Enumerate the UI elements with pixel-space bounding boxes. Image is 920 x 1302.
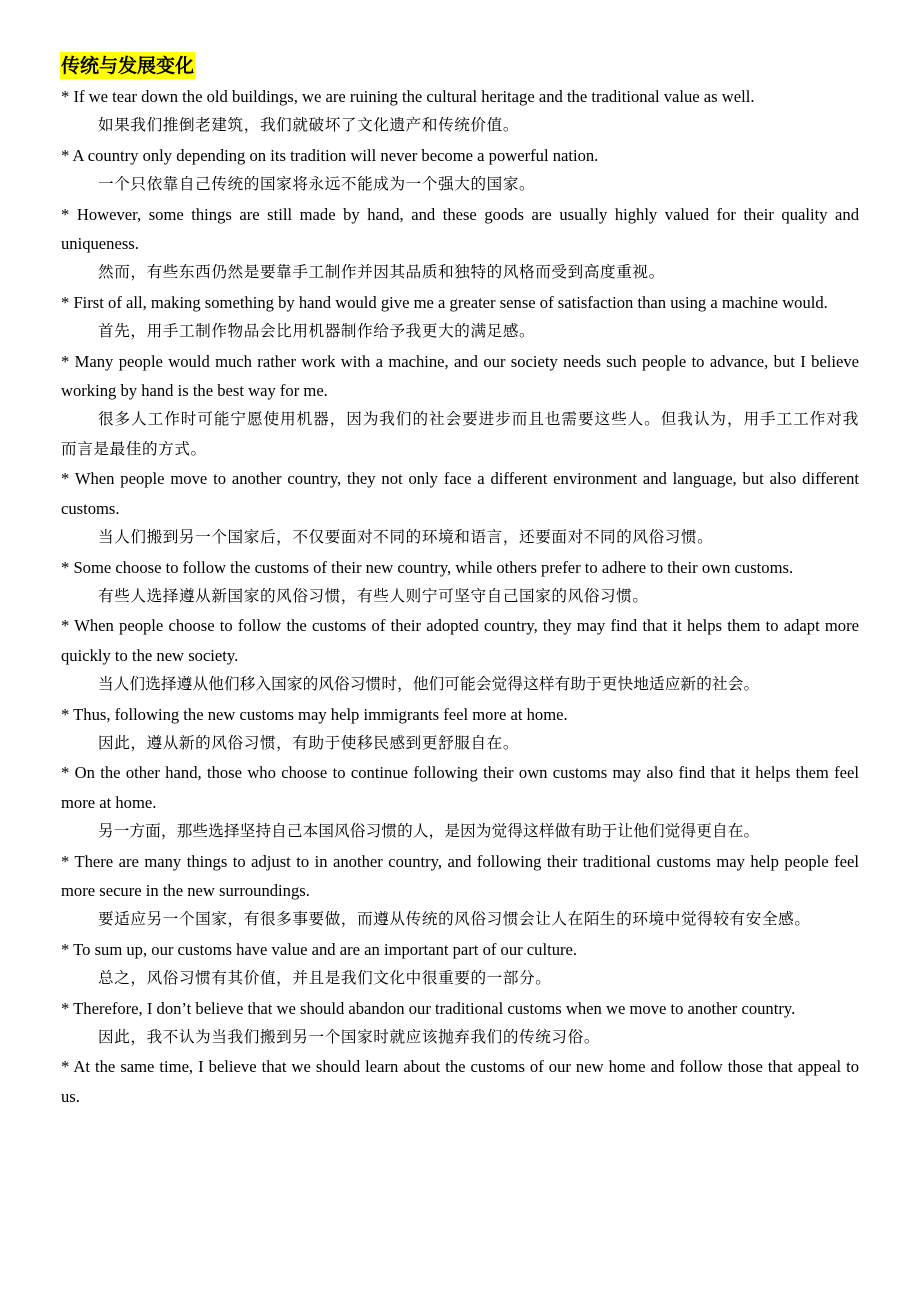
english-sentence: * First of all, making something by hand would give me a greater sense of satisfaction than using a machine would. [61,292,828,312]
chinese-translation: 要适应另一个国家，有很多事要做，而遵从传统的风俗习惯会让人在陌生的环境中觉得较有安全感。 [98,910,811,929]
chinese-translation: 如果我们推倒老建筑，我们就破坏了文化遗产和传统价值。 [98,116,520,135]
english-sentence: * At the same time, I believe that we should learn about the customs of our new home and follow those that appeal to us. [61,1057,859,1106]
english-sentence: * Therefore, I don’t believe that we should abandon our traditional customs when we move to another country. [61,998,796,1018]
english-sentence: * Many people would much rather work with a machine, and our society needs such people to advance, but I believe working by hand is the best way for me. [61,351,859,401]
english-sentence: * When people choose to follow the customs of their adopted country, they may find that it helps them to adapt more quickly to the new society. [61,616,859,665]
english-sentence: * Some choose to follow the customs of their new country, while others prefer to adhere to their own customs. [61,557,794,577]
english-sentence: * If we tear down the old buildings, we are ruining the cultural heritage and the traditional value as well. [61,87,755,106]
chinese-translation: 一个只依靠自己传统的国家将永远不能成为一个强大的国家。 [98,175,536,194]
chinese-translation: 因此，我不认为当我们搬到另一个国家时就应该抛弃我们的传统习俗。 [98,1028,601,1046]
english-sentence: * When people move to another country, they not only face a different environment and language, but also different customs. [61,469,859,518]
chinese-translation: 然而，有些东西仍然是要靠手工制作并因其品质和独特的风格而受到高度重视。 [98,263,665,282]
chinese-translation: 总之，风俗习惯有其价值，并且是我们文化中很重要的一部分。 [98,969,552,988]
english-sentence: * To sum up, our customs have value and are an important part of our culture. [61,939,578,959]
english-sentence: * A country only depending on its tradition will never become a powerful nation. [61,145,599,165]
english-sentence: * However, some things are still made by hand, and these goods are usually highly valued for their quality and uniqueness. [61,204,859,254]
section-heading: 传统与发展变化 [60,52,195,79]
chinese-translation: 因此，遵从新的风俗习惯，有助于使移民感到更舒服自在。 [98,733,520,752]
english-sentence: * Thus, following the new customs may help immigrants feel more at home. [61,704,568,724]
chinese-translation: 当人们选择遵从他们移入国家的风俗习惯时，他们可能会觉得这样有助于更快地适应新的社会。 [98,675,760,694]
document-page [61,52,859,1111]
chinese-translation: 首先，用手工制作物品会比用机器制作给予我更大的满足感。 [98,322,536,341]
english-sentence: * On the other hand, those who choose to continue following their own customs may also find that it helps them feel more at home. [61,763,859,812]
chinese-translation: 有些人选择遵从新国家的风俗习惯，有些人则宁可坚守自己国家的风俗习惯。 [98,586,649,605]
english-sentence: * There are many things to adjust to in another country, and following their traditional customs may help people feel more secure in the new surroundings. [61,851,859,900]
chinese-translation: 很多人工作时可能宁愿使用机器，因为我们的社会要进步而且也需要这些人。但我认为，用手工工作对我而言是最佳的方式。 [61,410,859,458]
chinese-translation: 当人们搬到另一个国家后，不仅要面对不同的环境和语言，还要面对不同的风俗习惯。 [98,528,714,547]
chinese-translation: 另一方面，那些选择坚持自己本国风俗习惯的人，是因为觉得这样做有助于让他们觉得更自在。 [98,822,760,841]
